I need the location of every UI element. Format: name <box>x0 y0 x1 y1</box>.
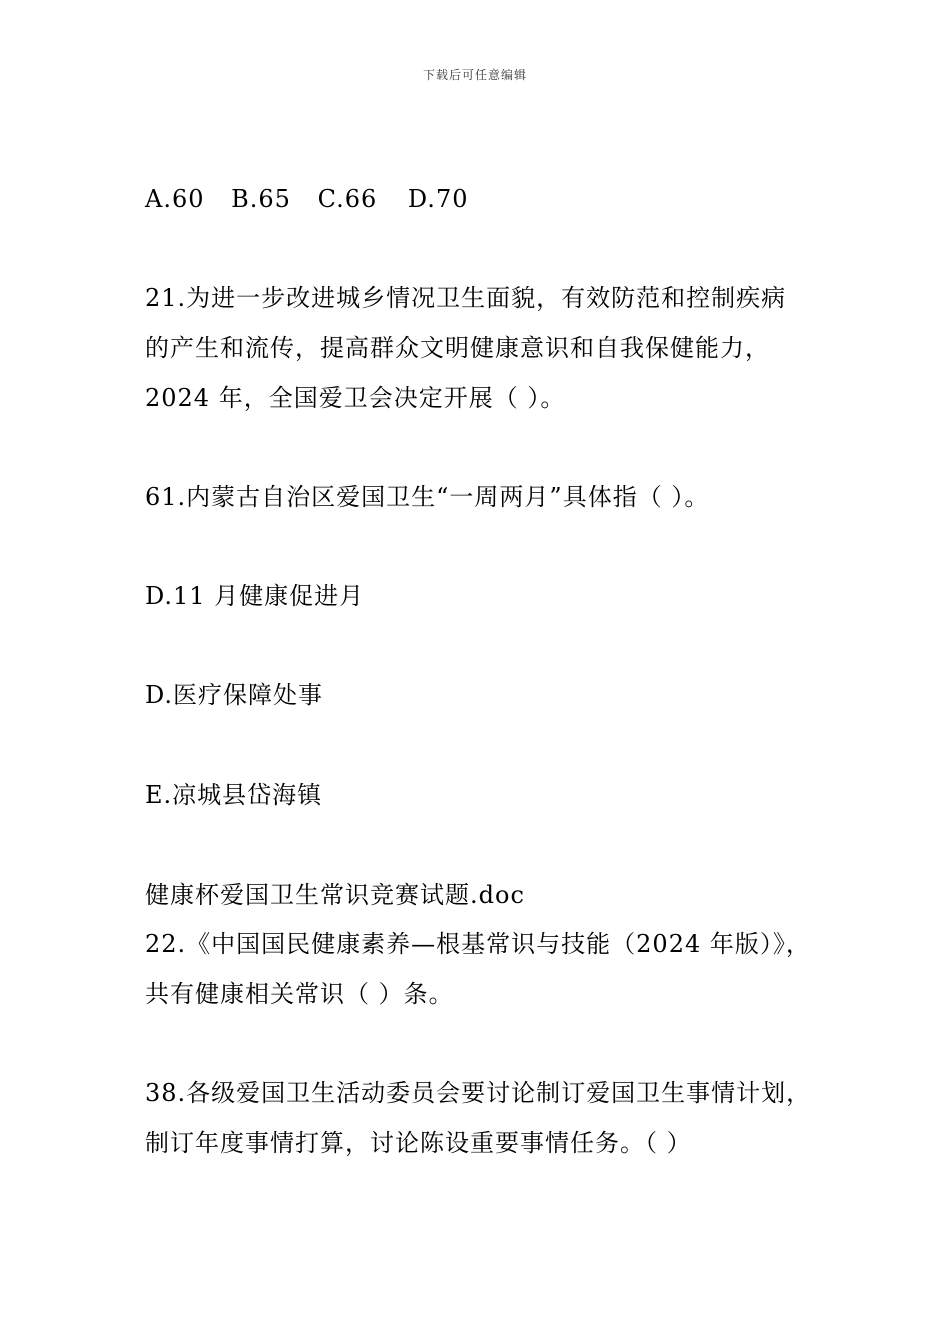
option-c: C.66 <box>317 185 378 213</box>
answer-options-line <box>145 184 486 214</box>
answer-item-e-town: E.凉城县岱海镇 <box>145 781 323 809</box>
answer-item-d-health-month: D.11 月健康促进月 <box>145 582 365 610</box>
question-21-line-3: 2024 年，全国爱卫会决定开展（ ）。 <box>145 384 566 412</box>
question-38-line-2: 制订年度事情打算，讨论陈设重要事情任务。（ ） <box>145 1129 692 1157</box>
answer-item-d-medical: D.医疗保障处事 <box>145 681 324 709</box>
document-title: 健康杯爱国卫生常识竞赛试题.doc <box>145 881 525 909</box>
option-b: B.65 <box>231 185 291 213</box>
question-21-line-2: 的产生和流传，提高群众文明健康意识和自我保健能力， <box>145 334 770 362</box>
question-61: 61.内蒙古自治区爱国卫生“一周两月”具体指（ ）。 <box>145 483 710 511</box>
question-22-line-1: 22.《中国国民健康素养—根基常识与技能（2024 年版）》， <box>145 930 811 958</box>
page-header: 下载后可任意编辑 <box>422 68 527 82</box>
option-d: D.70 <box>407 185 469 213</box>
question-22-line-2: 共有健康相关常识（ ）条。 <box>145 980 454 1008</box>
question-21-line-1: 21.为进一步改进城乡情况卫生面貌，有效防范和控制疾病 <box>145 284 787 312</box>
question-38-line-1: 38.各级爱国卫生活动委员会要讨论制订爱国卫生事情计划， <box>145 1079 812 1107</box>
option-a: A.60 <box>145 185 205 213</box>
